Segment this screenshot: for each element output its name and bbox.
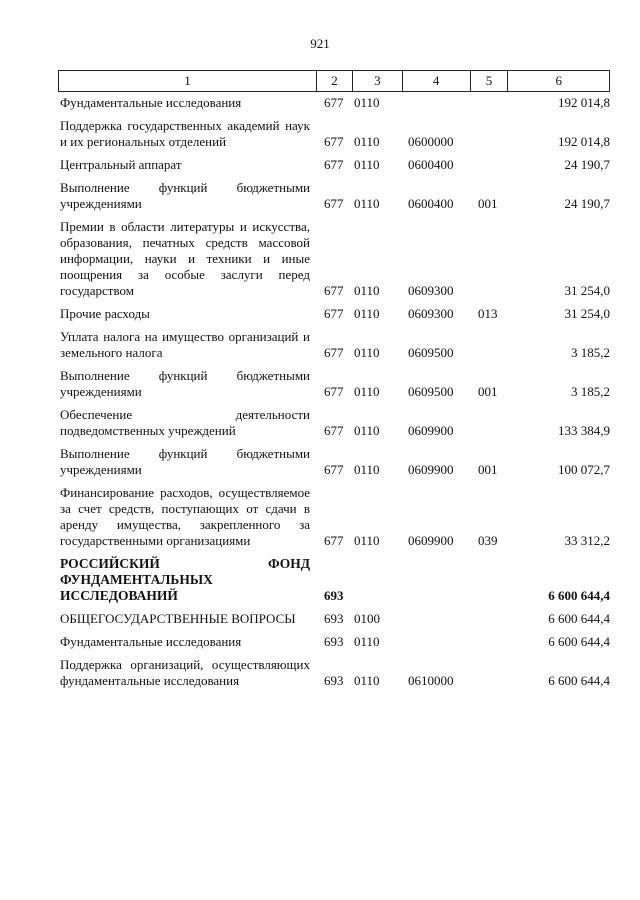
row-name-cell: Поддержка организаций, осуществляющих фундаментальные исследования xyxy=(60,657,310,688)
row-name-cell: Уплата налога на имущество организаций и земельного налога xyxy=(60,329,310,360)
row-col-2-cell: 677 xyxy=(324,283,344,298)
table-row xyxy=(60,329,610,361)
row-amount-cell: 24 190,7 xyxy=(564,196,610,211)
row-col-2-cell: 677 xyxy=(324,423,344,438)
row-col-4-cell: 0609900 xyxy=(408,533,454,548)
row-col-3-cell: 0110 xyxy=(354,423,380,438)
row-col-3-cell: 0110 xyxy=(354,533,380,548)
row-col-2-cell: 677 xyxy=(324,345,344,360)
row-col-5-cell: 039 xyxy=(478,533,498,548)
row-col-4-cell: 0609300 xyxy=(408,283,454,298)
row-col-2-cell: 677 xyxy=(324,95,344,110)
row-name-cell: Выполнение функций бюджетными учреждениями xyxy=(60,368,310,399)
table-row xyxy=(60,118,610,150)
row-col-2-cell: 677 xyxy=(324,157,344,172)
row-col-5-cell: 001 xyxy=(478,384,498,399)
row-name-cell: Прочие расходы xyxy=(60,306,150,321)
row-name-cell: Фундаментальные исследования xyxy=(60,634,242,649)
row-col-3-cell: 0110 xyxy=(354,134,380,149)
table-row xyxy=(60,180,610,212)
header-col-4: 4 xyxy=(402,71,470,91)
table-row xyxy=(60,95,610,111)
table-row xyxy=(60,556,610,604)
header-col-1: 1 xyxy=(184,73,191,88)
header-col-3: 3 xyxy=(352,71,402,91)
row-amount-cell: 24 190,7 xyxy=(564,157,610,172)
row-col-3-cell: 0110 xyxy=(354,634,380,649)
row-col-3-cell: 0110 xyxy=(354,95,380,110)
row-name-cell: Выполнение функций бюджетными учреждениями xyxy=(60,180,310,211)
row-col-4-cell: 0609300 xyxy=(408,306,454,321)
row-col-4-cell: 0600400 xyxy=(408,196,454,211)
row-col-2-cell: 677 xyxy=(324,306,344,321)
row-name-cell: Фундаментальные исследования xyxy=(60,95,242,110)
row-col-2-cell: 693 xyxy=(324,588,344,603)
row-name-cell: Выполнение функций бюджетными учреждениями xyxy=(60,446,310,477)
row-col-4-cell: 0609500 xyxy=(408,384,454,399)
row-amount-cell: 3 185,2 xyxy=(571,345,610,360)
row-col-4-cell: 0600000 xyxy=(408,134,454,149)
row-col-4-cell: 0609900 xyxy=(408,423,454,438)
row-col-2-cell: 677 xyxy=(324,462,344,477)
row-amount-cell: 133 384,9 xyxy=(558,423,610,438)
row-col-4-cell: 0609500 xyxy=(408,345,454,360)
row-col-2-cell: 677 xyxy=(324,533,344,548)
row-col-3-cell: 0100 xyxy=(354,611,380,626)
row-col-5-cell: 013 xyxy=(478,306,498,321)
row-col-3-cell: 0110 xyxy=(354,462,380,477)
row-name-cell: Премии в области литературы и искусства, образования, печатных средств массовой информации, науки и техники и иные поощрения за особые заслуги перед государством xyxy=(60,219,310,298)
table-row xyxy=(60,657,610,689)
row-col-4-cell: 0610000 xyxy=(408,673,454,688)
row-col-4-cell: 0609900 xyxy=(408,462,454,477)
row-amount-cell: 192 014,8 xyxy=(558,95,610,110)
row-col-3-cell: 0110 xyxy=(354,157,380,172)
table-row xyxy=(60,485,610,549)
table-header xyxy=(58,70,610,92)
header-col-6: 6 xyxy=(507,71,609,91)
row-name-cell: Финансирование расходов, осуществляемое за счет средств, поступающих от сдачи в аренду имущества, закрепленного за государственными организациями xyxy=(60,485,310,548)
row-amount-cell: 6 600 644,4 xyxy=(548,634,610,649)
row-amount-cell: 6 600 644,4 xyxy=(548,588,610,603)
row-col-5-cell: 001 xyxy=(478,196,498,211)
row-name-cell: Поддержка государственных академий наук и их региональных отделений xyxy=(60,118,310,149)
row-amount-cell: 100 072,7 xyxy=(558,462,610,477)
row-amount-cell: 6 600 644,4 xyxy=(548,611,610,626)
row-amount-cell: 31 254,0 xyxy=(564,283,610,298)
row-name-cell: РОССИЙСКИЙ ФОНД ФУНДАМЕНТАЛЬНЫХ ИССЛЕДОВАНИЙ xyxy=(60,556,310,603)
row-amount-cell: 192 014,8 xyxy=(558,134,610,149)
row-col-3-cell: 0110 xyxy=(354,196,380,211)
row-amount-cell: 33 312,2 xyxy=(564,533,610,548)
row-col-3-cell: 0110 xyxy=(354,673,380,688)
table-row xyxy=(60,368,610,400)
row-col-2-cell: 693 xyxy=(324,673,344,688)
row-name-cell: Центральный аппарат xyxy=(60,157,182,172)
row-amount-cell: 6 600 644,4 xyxy=(548,673,610,688)
row-amount-cell: 3 185,2 xyxy=(571,384,610,399)
row-col-2-cell: 677 xyxy=(324,384,344,399)
row-amount-cell: 31 254,0 xyxy=(564,306,610,321)
row-col-3-cell: 0110 xyxy=(354,384,380,399)
table-row xyxy=(60,611,610,627)
row-name-cell: ОБЩЕГОСУДАРСТВЕННЫЕ ВОПРОСЫ xyxy=(60,611,296,626)
table-row xyxy=(60,306,610,322)
table-row xyxy=(60,219,610,299)
row-name-cell: Обеспечение деятельности подведомственных учреждений xyxy=(60,407,310,438)
row-col-3-cell: 0110 xyxy=(354,306,380,321)
table-body xyxy=(60,95,610,696)
header-col-5: 5 xyxy=(470,71,508,91)
table-row xyxy=(60,407,610,439)
row-col-3-cell: 0110 xyxy=(354,283,380,298)
page-number: 921 xyxy=(310,36,330,51)
row-col-3-cell: 0110 xyxy=(354,345,380,360)
header-col-2: 2 xyxy=(316,71,352,91)
table-row xyxy=(60,446,610,478)
row-col-4-cell: 0600400 xyxy=(408,157,454,172)
row-col-2-cell: 677 xyxy=(324,196,344,211)
table-row xyxy=(60,157,610,173)
table-row xyxy=(60,634,610,650)
row-col-2-cell: 693 xyxy=(324,611,344,626)
row-col-2-cell: 693 xyxy=(324,634,344,649)
row-col-2-cell: 677 xyxy=(324,134,344,149)
row-col-5-cell: 001 xyxy=(478,462,498,477)
